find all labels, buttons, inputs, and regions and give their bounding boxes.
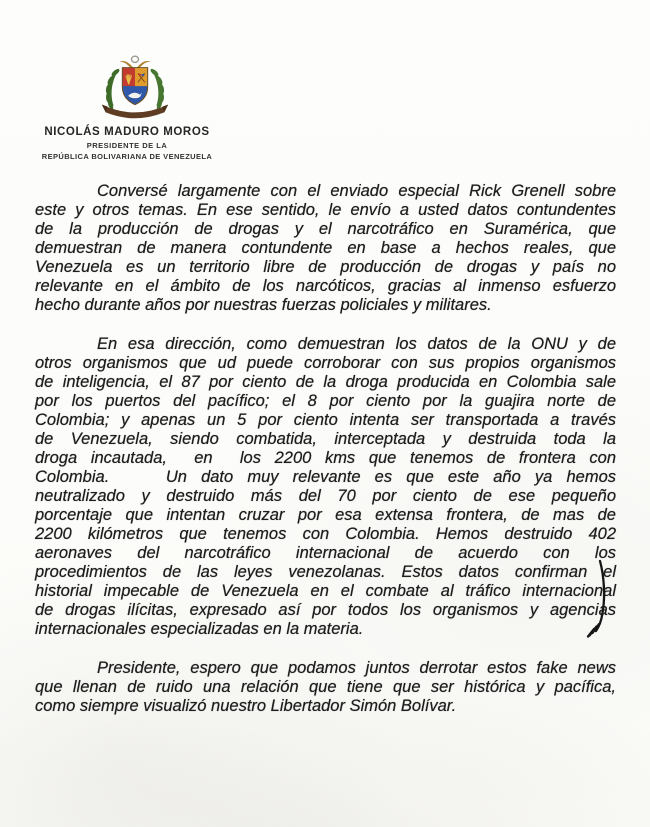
letter-line: porcentaje que intentan cruzar por esa extensa frontera, de mas de bbox=[35, 506, 616, 524]
letter-line: de Venezuela, siendo combatida, interceptada y destruida toda la bbox=[35, 430, 616, 448]
letter-line: que llenan de ruido una relación que tiene que ser histórica y pacífica, bbox=[35, 678, 616, 696]
letter-line: Colombia. Un dato muy relevante es que este año ya hemos bbox=[35, 468, 616, 486]
letterhead bbox=[17, 126, 237, 161]
letter-line: Colombia; y apenas un 5 por ciento intenta ser transportada a través bbox=[35, 411, 616, 429]
letter-line: En esa dirección, como demuestran los datos de la ONU y de bbox=[97, 335, 616, 353]
letter-line: historial impecable de Venezuela en el combate al tráfico internacional bbox=[35, 582, 616, 600]
letter-line: droga incautada, en los 2200 kms que tenemos de frontera con bbox=[35, 449, 616, 467]
letter-line: Venezuela es un territorio libre de producción de drogas y país no bbox=[35, 258, 616, 276]
letter-line: neutralizado y destruido más del 70 por ciento de ese pequeño bbox=[35, 487, 616, 505]
letter-line: Conversé largamente con el enviado especial Rick Grenell sobre bbox=[97, 182, 616, 200]
letterhead-title-line2: REPÚBLICA BOLIVARIANA DE VENEZUELA bbox=[41, 152, 213, 161]
letter-line: de la producción de drogas y el narcotráfico en Suramérica, que bbox=[35, 220, 616, 238]
letter-line: aeronaves del narcotráfico internacional de acuerdo con los bbox=[35, 544, 616, 562]
letter-line: Presidente, espero que podamos juntos derrotar estos fake news bbox=[97, 659, 616, 677]
letter-line: por los puertos del pacífico; el 8 por ciento por la guajira norte de bbox=[35, 392, 616, 410]
venezuela-coat-of-arms-icon bbox=[96, 54, 174, 126]
letter-line: de inteligencia, el 87 por ciento de la droga producida en Colombia sale bbox=[35, 373, 616, 391]
paragraph bbox=[35, 182, 616, 315]
paragraph bbox=[35, 335, 616, 639]
letterhead-title-line1: PRESIDENTE DE LA bbox=[86, 141, 168, 150]
letter-line: internacionales especializadas en la materia. bbox=[35, 620, 364, 638]
letter-line: hecho durante años por nuestras fuerzas policiales y militares. bbox=[35, 296, 492, 314]
letter-line: de drogas ilícitas, expresado así por todos los organismos y agencias bbox=[35, 601, 616, 619]
letter-line: este y otros temas. En ese sentido, le envío a usted datos contundentes bbox=[35, 201, 616, 219]
paragraph bbox=[35, 659, 616, 716]
letter-line: otros organismos que ud puede corroborar con sus propios organismos bbox=[35, 354, 616, 372]
letter-line: demuestran de manera contundente en base a hechos reales, que bbox=[35, 239, 616, 257]
handwritten-pen-stroke-icon bbox=[584, 558, 614, 650]
letter-line: relevante en el ámbito de los narcóticos, gracias al inmenso esfuerzo bbox=[35, 277, 616, 295]
letter-body bbox=[35, 182, 616, 716]
letter-line: procedimientos de las leyes venezolanas. Estos datos confirman el bbox=[35, 563, 616, 581]
letter-line: como siempre visualizó nuestro Libertador Simón Bolívar. bbox=[35, 697, 457, 715]
letterhead-name: NICOLÁS MADURO MOROS bbox=[44, 126, 210, 138]
letter-line: 2200 kilómetros que tenemos con Colombia. Hemos destruido 402 bbox=[35, 525, 616, 543]
